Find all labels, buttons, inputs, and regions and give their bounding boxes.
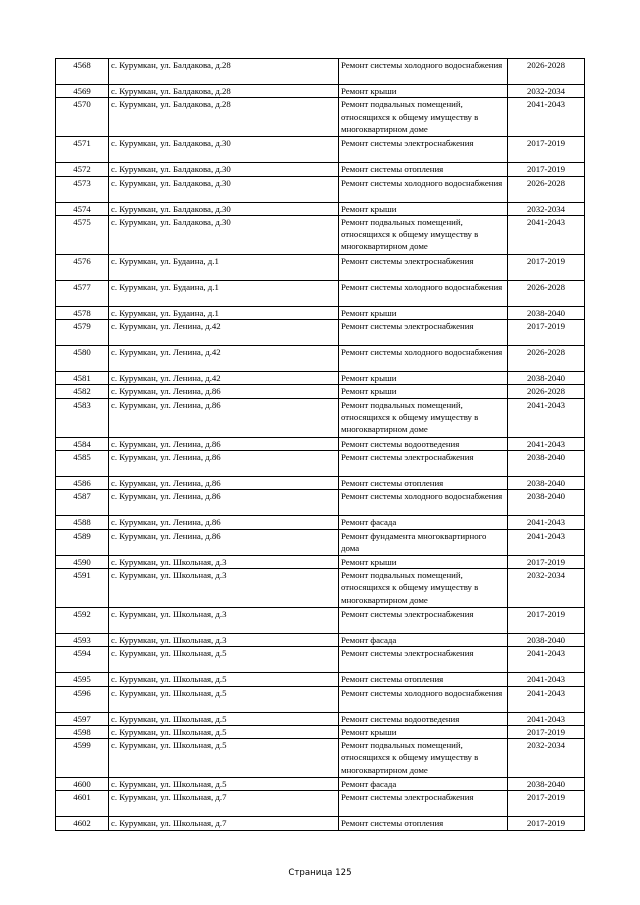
period-cell: 2017-2019 — [508, 817, 585, 830]
table-row — [56, 725, 585, 738]
row-number: 4596 — [56, 686, 109, 712]
table-row — [56, 739, 585, 778]
table-row — [56, 686, 585, 712]
work-type-cell: Ремонт крыши — [339, 555, 508, 568]
period-cell: 2041-2043 — [508, 712, 585, 725]
address-cell: с. Курумкан, ул. Школьная, д.5 — [109, 647, 339, 673]
row-number: 4570 — [56, 98, 109, 137]
address-cell: с. Курумкан, ул. Ленина, д.42 — [109, 320, 339, 346]
table-row — [56, 215, 585, 254]
work-type-cell: Ремонт подвальных помещений, относящихся к общему имуществу в многоквартирном доме — [339, 98, 508, 137]
address-cell: с. Курумкан, ул. Будаина, д.1 — [109, 254, 339, 280]
address-cell: с. Курумкан, ул. Ленина, д.86 — [109, 490, 339, 516]
period-cell: 2038-2040 — [508, 306, 585, 319]
address-cell: с. Курумкан, ул. Школьная, д.3 — [109, 607, 339, 633]
work-type-cell: Ремонт системы отопления — [339, 817, 508, 830]
row-number: 4581 — [56, 372, 109, 385]
work-type-cell: Ремонт подвальных помещений, относящихся к общему имуществу в многоквартирном доме — [339, 568, 508, 607]
address-cell: с. Курумкан, ул. Будаина, д.1 — [109, 280, 339, 306]
table-row — [56, 529, 585, 555]
address-cell: с. Курумкан, ул. Школьная, д.5 — [109, 712, 339, 725]
address-cell: с. Курумкан, ул. Балдакова, д.30 — [109, 202, 339, 215]
row-number: 4575 — [56, 215, 109, 254]
row-number: 4586 — [56, 477, 109, 490]
table-row — [56, 647, 585, 673]
address-cell: с. Курумкан, ул. Ленина, д.42 — [109, 372, 339, 385]
work-type-cell: Ремонт подвальных помещений, относящихся к общему имуществу в многоквартирном доме — [339, 215, 508, 254]
work-type-cell: Ремонт системы электроснабжения — [339, 451, 508, 477]
work-type-cell: Ремонт крыши — [339, 372, 508, 385]
table-row — [56, 254, 585, 280]
address-cell: с. Курумкан, ул. Ленина, д.86 — [109, 529, 339, 555]
table-row — [56, 791, 585, 817]
work-type-cell: Ремонт системы холодного водоснабжения — [339, 686, 508, 712]
period-cell: 2026-2028 — [508, 280, 585, 306]
work-type-cell: Ремонт системы отопления — [339, 163, 508, 176]
address-cell: с. Курумкан, ул. Ленина, д.86 — [109, 477, 339, 490]
period-cell: 2032-2034 — [508, 739, 585, 778]
table-row — [56, 555, 585, 568]
address-cell: с. Курумкан, ул. Балдакова, д.30 — [109, 137, 339, 163]
work-type-cell: Ремонт фасада — [339, 516, 508, 529]
work-type-cell: Ремонт крыши — [339, 385, 508, 398]
address-cell: с. Курумкан, ул. Балдакова, д.28 — [109, 59, 339, 85]
period-cell: 2041-2043 — [508, 686, 585, 712]
work-type-cell: Ремонт системы холодного водоснабжения — [339, 280, 508, 306]
period-cell: 2032-2034 — [508, 202, 585, 215]
address-cell: с. Курумкан, ул. Школьная, д.5 — [109, 725, 339, 738]
row-number: 4594 — [56, 647, 109, 673]
table-row — [56, 633, 585, 646]
address-cell: с. Курумкан, ул. Ленина, д.86 — [109, 398, 339, 437]
period-cell: 2017-2019 — [508, 555, 585, 568]
table-row — [56, 85, 585, 98]
row-number: 4582 — [56, 385, 109, 398]
table-row — [56, 490, 585, 516]
period-cell: 2038-2040 — [508, 633, 585, 646]
row-number: 4592 — [56, 607, 109, 633]
work-type-cell: Ремонт крыши — [339, 85, 508, 98]
table-row — [56, 202, 585, 215]
table-row — [56, 437, 585, 450]
row-number: 4588 — [56, 516, 109, 529]
period-cell: 2041-2043 — [508, 437, 585, 450]
period-cell: 2038-2040 — [508, 451, 585, 477]
repair-schedule-table — [55, 58, 585, 831]
period-cell: 2017-2019 — [508, 163, 585, 176]
row-number: 4576 — [56, 254, 109, 280]
row-number: 4571 — [56, 137, 109, 163]
row-number: 4569 — [56, 85, 109, 98]
table-row — [56, 607, 585, 633]
row-number: 4597 — [56, 712, 109, 725]
address-cell: с. Курумкан, ул. Ленина, д.86 — [109, 385, 339, 398]
address-cell: с. Курумкан, ул. Ленина, д.86 — [109, 516, 339, 529]
row-number: 4600 — [56, 778, 109, 791]
table-row — [56, 98, 585, 137]
work-type-cell: Ремонт системы электроснабжения — [339, 607, 508, 633]
table-row — [56, 817, 585, 830]
table-row — [56, 477, 585, 490]
period-cell: 2017-2019 — [508, 791, 585, 817]
work-type-cell: Ремонт системы отопления — [339, 673, 508, 686]
work-type-cell: Ремонт системы водоотведения — [339, 712, 508, 725]
period-cell: 2026-2028 — [508, 59, 585, 85]
work-type-cell: Ремонт системы электроснабжения — [339, 254, 508, 280]
period-cell: 2017-2019 — [508, 254, 585, 280]
work-type-cell: Ремонт крыши — [339, 306, 508, 319]
row-number: 4602 — [56, 817, 109, 830]
work-type-cell: Ремонт системы холодного водоснабжения — [339, 346, 508, 372]
period-cell: 2017-2019 — [508, 725, 585, 738]
period-cell: 2041-2043 — [508, 98, 585, 137]
row-number: 4589 — [56, 529, 109, 555]
row-number: 4584 — [56, 437, 109, 450]
table-row — [56, 346, 585, 372]
work-type-cell: Ремонт системы электроснабжения — [339, 320, 508, 346]
row-number: 4568 — [56, 59, 109, 85]
period-cell: 2038-2040 — [508, 372, 585, 385]
table-row — [56, 137, 585, 163]
period-cell: 2017-2019 — [508, 320, 585, 346]
row-number: 4580 — [56, 346, 109, 372]
work-type-cell: Ремонт системы холодного водоснабжения — [339, 59, 508, 85]
table-row — [56, 568, 585, 607]
address-cell: с. Курумкан, ул. Школьная, д.5 — [109, 686, 339, 712]
row-number: 4601 — [56, 791, 109, 817]
address-cell: с. Курумкан, ул. Будаина, д.1 — [109, 306, 339, 319]
period-cell: 2032-2034 — [508, 568, 585, 607]
work-type-cell: Ремонт системы электроснабжения — [339, 791, 508, 817]
address-cell: с. Курумкан, ул. Ленина, д.86 — [109, 451, 339, 477]
address-cell: с. Курумкан, ул. Школьная, д.5 — [109, 778, 339, 791]
row-number: 4583 — [56, 398, 109, 437]
period-cell: 2038-2040 — [508, 490, 585, 516]
address-cell: с. Курумкан, ул. Школьная, д.7 — [109, 817, 339, 830]
work-type-cell: Ремонт системы отопления — [339, 477, 508, 490]
table-row — [56, 306, 585, 319]
period-cell: 2041-2043 — [508, 529, 585, 555]
address-cell: с. Курумкан, ул. Школьная, д.5 — [109, 739, 339, 778]
table-row — [56, 673, 585, 686]
row-number: 4572 — [56, 163, 109, 176]
address-cell: с. Курумкан, ул. Балдакова, д.28 — [109, 98, 339, 137]
period-cell: 2041-2043 — [508, 647, 585, 673]
period-cell: 2041-2043 — [508, 215, 585, 254]
address-cell: с. Курумкан, ул. Школьная, д.3 — [109, 633, 339, 646]
work-type-cell: Ремонт крыши — [339, 202, 508, 215]
address-cell: с. Курумкан, ул. Школьная, д.7 — [109, 791, 339, 817]
table-row — [56, 385, 585, 398]
row-number: 4593 — [56, 633, 109, 646]
row-number: 4577 — [56, 280, 109, 306]
work-type-cell: Ремонт фасада — [339, 778, 508, 791]
address-cell: с. Курумкан, ул. Ленина, д.86 — [109, 437, 339, 450]
period-cell: 2026-2028 — [508, 385, 585, 398]
period-cell: 2026-2028 — [508, 346, 585, 372]
work-type-cell: Ремонт системы холодного водоснабжения — [339, 176, 508, 202]
work-type-cell: Ремонт системы электроснабжения — [339, 647, 508, 673]
page-number: Страница 125 — [288, 868, 352, 878]
work-type-cell: Ремонт подвальных помещений, относящихся к общему имуществу в многоквартирном доме — [339, 398, 508, 437]
work-type-cell: Ремонт подвальных помещений, относящихся к общему имуществу в многоквартирном доме — [339, 739, 508, 778]
address-cell: с. Курумкан, ул. Балдакова, д.30 — [109, 163, 339, 176]
row-number: 4587 — [56, 490, 109, 516]
work-type-cell: Ремонт фундамента многоквартирного дома — [339, 529, 508, 555]
period-cell: 2017-2019 — [508, 607, 585, 633]
table-row — [56, 451, 585, 477]
table-row — [56, 59, 585, 85]
table-row — [56, 163, 585, 176]
row-number: 4598 — [56, 725, 109, 738]
table-row — [56, 712, 585, 725]
row-number: 4585 — [56, 451, 109, 477]
period-cell: 2032-2034 — [508, 85, 585, 98]
table-row — [56, 372, 585, 385]
table-row — [56, 320, 585, 346]
period-cell: 2041-2043 — [508, 673, 585, 686]
address-cell: с. Курумкан, ул. Ленина, д.42 — [109, 346, 339, 372]
row-number: 4595 — [56, 673, 109, 686]
row-number: 4579 — [56, 320, 109, 346]
table-row — [56, 398, 585, 437]
work-type-cell: Ремонт крыши — [339, 725, 508, 738]
row-number: 4591 — [56, 568, 109, 607]
period-cell: 2038-2040 — [508, 778, 585, 791]
address-cell: с. Курумкан, ул. Балдакова, д.30 — [109, 215, 339, 254]
row-number: 4574 — [56, 202, 109, 215]
work-type-cell: Ремонт системы холодного водоснабжения — [339, 490, 508, 516]
row-number: 4578 — [56, 306, 109, 319]
table-body — [56, 59, 585, 831]
period-cell: 2041-2043 — [508, 398, 585, 437]
row-number: 4573 — [56, 176, 109, 202]
period-cell: 2041-2043 — [508, 516, 585, 529]
row-number: 4590 — [56, 555, 109, 568]
address-cell: с. Курумкан, ул. Школьная, д.3 — [109, 555, 339, 568]
address-cell: с. Курумкан, ул. Школьная, д.5 — [109, 673, 339, 686]
table-row — [56, 778, 585, 791]
table-row — [56, 280, 585, 306]
period-cell: 2017-2019 — [508, 137, 585, 163]
table-row — [56, 176, 585, 202]
period-cell: 2038-2040 — [508, 477, 585, 490]
work-type-cell: Ремонт системы водоотведения — [339, 437, 508, 450]
row-number: 4599 — [56, 739, 109, 778]
address-cell: с. Курумкан, ул. Школьная, д.3 — [109, 568, 339, 607]
work-type-cell: Ремонт системы электроснабжения — [339, 137, 508, 163]
work-type-cell: Ремонт фасада — [339, 633, 508, 646]
address-cell: с. Курумкан, ул. Балдакова, д.30 — [109, 176, 339, 202]
table-row — [56, 516, 585, 529]
address-cell: с. Курумкан, ул. Балдакова, д.28 — [109, 85, 339, 98]
period-cell: 2026-2028 — [508, 176, 585, 202]
